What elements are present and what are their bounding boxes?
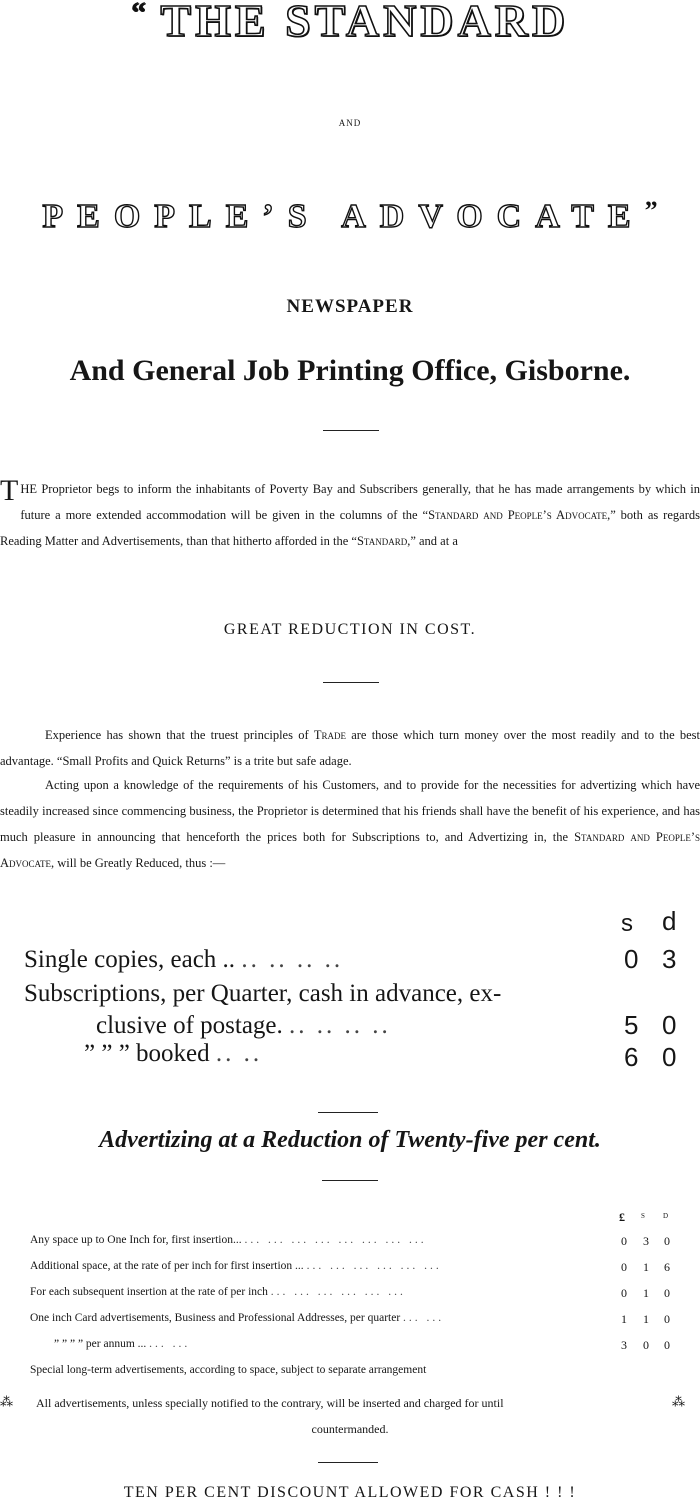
sub-row-booked: [84, 1040, 262, 1068]
adv-value-s: 3: [643, 1234, 649, 1248]
sub-label: Subscriptions, per Quarter, cash in advance, ex-: [24, 980, 502, 1007]
adv-header-d: d: [663, 1210, 669, 1221]
office-heading: And General Job Printing Office, Gisborne.: [69, 354, 631, 387]
asterism-icon: ⁂: [0, 1394, 13, 1409]
adv-row: [30, 1260, 442, 1272]
newspaper-heading: NEWSPAPER: [286, 296, 414, 317]
intro-text-3: ,” and at a: [407, 534, 458, 548]
adv-dots: ... ...: [149, 1338, 191, 1350]
intro-text-2: ,” both as regards Reading Matter and Advertisements, than that hitherto afforded in the “: [0, 508, 700, 548]
para2-text-a: Acting upon a knowledge of the requirements of his Customers, and to provide for the necessities for advertizing which have steadily increased since commencing business, the Proprietor is determined that his friends shall have the benefit of his experience, and has much pleasure in announcing that henceforth the prices both for Subscriptions to, and Advertizing in, the: [0, 778, 700, 844]
notice-line2: countermanded.: [311, 1422, 389, 1436]
close-quote: ”: [644, 196, 658, 225]
adv-row: [30, 1286, 406, 1298]
adv-value-s: 1: [643, 1286, 649, 1300]
sub-row-quarter: [24, 980, 501, 1008]
masthead-title-line2: [0, 196, 700, 236]
title-peoples-advocate: PEOPLE’S ADVOCATE: [42, 198, 645, 235]
sub-label: ” ” ” booked: [84, 1040, 210, 1067]
asterism-icon: ⁂: [672, 1394, 685, 1409]
para1-text-a: Experience has shown that the truest principles of: [45, 728, 314, 742]
adv-dots: ... ... ... ... ... ...: [270, 1286, 406, 1298]
notice-line1: All advertisements, unless specially notified to the contrary, will be inserted and charged for until: [36, 1396, 504, 1410]
masthead-title-line1: [0, 0, 700, 47]
adv-dots: ... ... ... ... ... ... ... ...: [244, 1234, 427, 1246]
adv-value-pounds: 1: [621, 1312, 627, 1326]
adv-row: [54, 1338, 190, 1350]
para1-trade: Trade: [313, 728, 346, 742]
sub-row-postage: [96, 1012, 391, 1040]
sub-dots: .. .. .. ..: [241, 946, 344, 973]
adv-label: Additional space, at the rate of per inch for first insertion ...: [30, 1260, 304, 1272]
intro-paper-name: Standard and People’s Advocate: [428, 508, 608, 522]
sub-label: Single copies, each ..: [24, 946, 236, 973]
masthead-and: AND: [338, 118, 362, 128]
adv-value-d: 0: [664, 1312, 670, 1326]
divider-rule: [323, 682, 379, 683]
open-quote: “: [130, 0, 146, 29]
adv-value-pounds: 3: [621, 1338, 627, 1352]
sub-value-s: 0: [624, 944, 639, 974]
adv-value-d: 6: [664, 1260, 670, 1274]
adv-value-d: 0: [664, 1338, 670, 1352]
divider-rule: [318, 1112, 378, 1113]
paragraph-experience: [0, 722, 700, 774]
adv-row: [30, 1312, 444, 1324]
sub-dots: .. .. .. ..: [289, 1012, 391, 1039]
para1-text-b: are those which turn money over the most readily and to the best advantage. “Small Profits and Quick Returns” is a trite but safe adage.: [0, 728, 700, 768]
adv-label: One inch Card advertisements, Business and Professional Addresses, per quarter: [30, 1312, 401, 1324]
drop-cap: T: [0, 474, 19, 507]
adv-header-s: s: [641, 1210, 645, 1221]
adv-dots: ... ... ... ... ... ...: [306, 1260, 442, 1272]
adv-value-pounds: 0: [621, 1234, 627, 1248]
sub-label: clusive of postage.: [96, 1012, 283, 1039]
sub-value-d: 3: [662, 944, 677, 974]
sub-value-s: 5: [624, 1010, 639, 1040]
adv-header-pounds: £: [619, 1210, 625, 1224]
adv-value-pounds: 0: [621, 1286, 627, 1300]
adv-value-d: 0: [664, 1286, 670, 1300]
great-reduction-heading: GREAT REDUCTION IN COST.: [223, 621, 477, 638]
divider-rule: [323, 430, 379, 431]
adv-value-s: 0: [643, 1338, 649, 1352]
adv-value-d: 0: [664, 1234, 670, 1248]
sub-row-single: [24, 946, 343, 974]
adv-value-pounds: 0: [621, 1260, 627, 1274]
advertizing-heading: Advertizing at a Reduction of Twenty-five per cent.: [99, 1127, 601, 1153]
adv-label: Any space up to One Inch for, first insertion...: [30, 1234, 242, 1246]
sub-value-d: 0: [662, 1010, 677, 1040]
title-the-standard: THE STANDARD: [160, 0, 570, 46]
para2-paper-name: Standard and People’s Advocate: [0, 830, 700, 870]
adv-special-note: Special long-term advertisements, according to space, subject to separate arrangement: [30, 1364, 427, 1376]
intro-paragraph: [0, 476, 700, 554]
adv-dots: ... ...: [403, 1312, 445, 1324]
intro-text-1: HE Proprietor begs to inform the inhabitants of Poverty Bay and Subscribers generally, that he has made arrangements by which in future a more extended accommodation will be given in the columns of the “: [20, 482, 700, 522]
adv-value-s: 1: [643, 1260, 649, 1274]
sub-dots: .. ..: [215, 1040, 263, 1067]
adv-label: ” ” ” ” per annum ...: [54, 1338, 147, 1350]
sub-value-s: 6: [624, 1042, 639, 1072]
adv-value-s: 1: [643, 1312, 649, 1326]
intro-standard: Standard: [356, 534, 408, 548]
para2-text-b: , will be Greatly Reduced, thus :—: [51, 856, 226, 870]
paragraph-acting: [0, 772, 700, 876]
divider-rule: [318, 1462, 378, 1463]
sub-value-d: 0: [662, 1042, 677, 1072]
sub-header-s: s: [621, 910, 633, 937]
adv-row: [30, 1234, 427, 1246]
cash-discount-notice: TEN PER CENT DISCOUNT ALLOWED FOR CASH ! ! !: [123, 1484, 577, 1501]
divider-rule: [322, 1180, 378, 1181]
sub-header-d: d: [662, 906, 677, 936]
adv-label: For each subsequent insertion at the rate of per inch: [30, 1286, 268, 1298]
